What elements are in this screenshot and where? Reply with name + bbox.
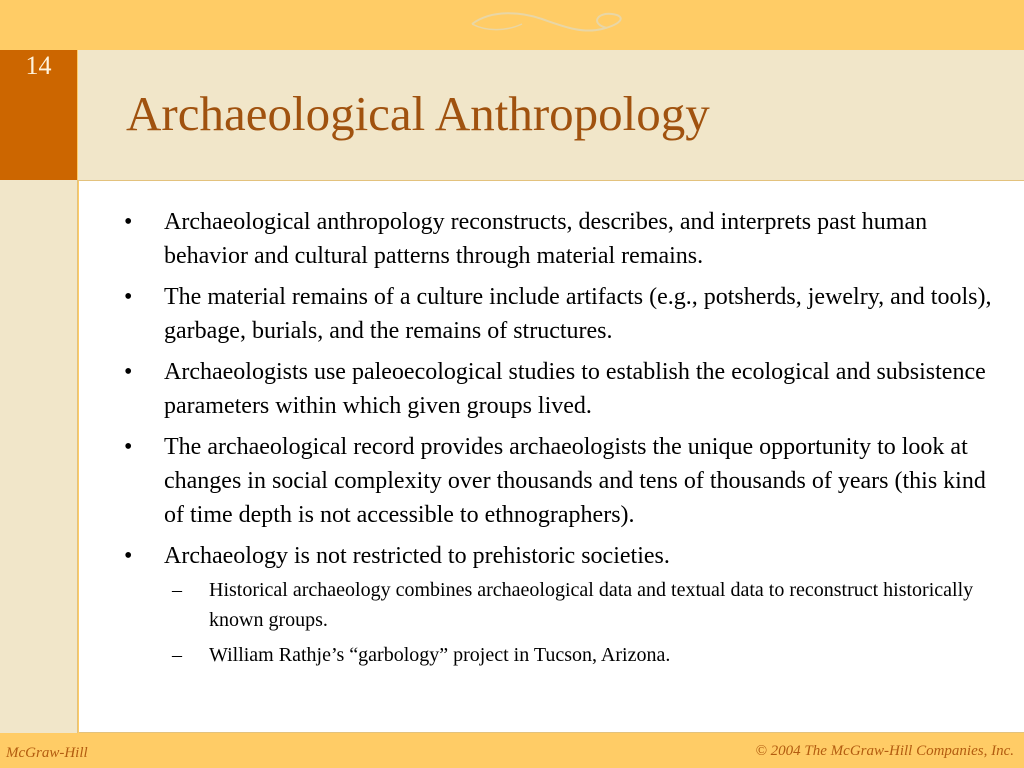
bullet-marker: •	[124, 284, 133, 310]
bullet-item	[124, 205, 994, 273]
bullet-marker: •	[124, 434, 133, 460]
sub-bullet-item	[164, 640, 994, 670]
bullet-item	[124, 355, 994, 423]
bullet-text: The material remains of a culture include artifacts (e.g., potsherds, jewelry, and tools), garbage, burials, and the remains of structures.	[164, 284, 992, 344]
footer-copyright: © 2004 The McGraw-Hill Companies, Inc.	[755, 743, 1014, 759]
slide-title: Archaeological Anthropology	[126, 86, 710, 141]
bullet-text: Archaeological anthropology reconstructs, describes, and interprets past human behavior and cultural patterns through material remains.	[164, 209, 928, 269]
dash-marker: –	[172, 644, 182, 666]
bullet-marker: •	[124, 543, 133, 569]
swirl-ornament-icon	[462, 4, 637, 42]
bullet-item	[124, 280, 994, 348]
bullet-list	[124, 205, 994, 677]
bullet-item	[124, 539, 994, 670]
sub-bullet-text: William Rathje’s “garbology” project in Tucson, Arizona.	[209, 644, 671, 666]
bullet-marker: •	[124, 359, 133, 385]
bullet-marker: •	[124, 209, 133, 235]
content-panel	[79, 181, 1024, 733]
top-band	[0, 0, 1024, 50]
slide-number: 14	[25, 51, 52, 80]
bullet-text: Archaeology is not restricted to prehistoric societies.	[164, 543, 670, 569]
sub-bullet-text: Historical archaeology combines archaeological data and textual data to reconstruct historically known groups.	[209, 579, 974, 631]
bullet-text: Archaeologists use paleoecological studies to establish the ecological and subsistence parameters within which given groups lived.	[164, 359, 986, 419]
bullet-item	[124, 430, 994, 532]
left-margin-strip	[0, 180, 78, 733]
sub-bullet-list	[164, 575, 994, 670]
bullet-text: The archaeological record provides archaeologists the unique opportunity to look at changes in social complexity over thousands and tens of thousands of years (this kind of time depth is not accessible to ethnographers).	[164, 434, 986, 528]
dash-marker: –	[172, 579, 182, 601]
sub-bullet-item	[164, 575, 994, 635]
footer-publisher: McGraw-Hill	[6, 745, 88, 761]
